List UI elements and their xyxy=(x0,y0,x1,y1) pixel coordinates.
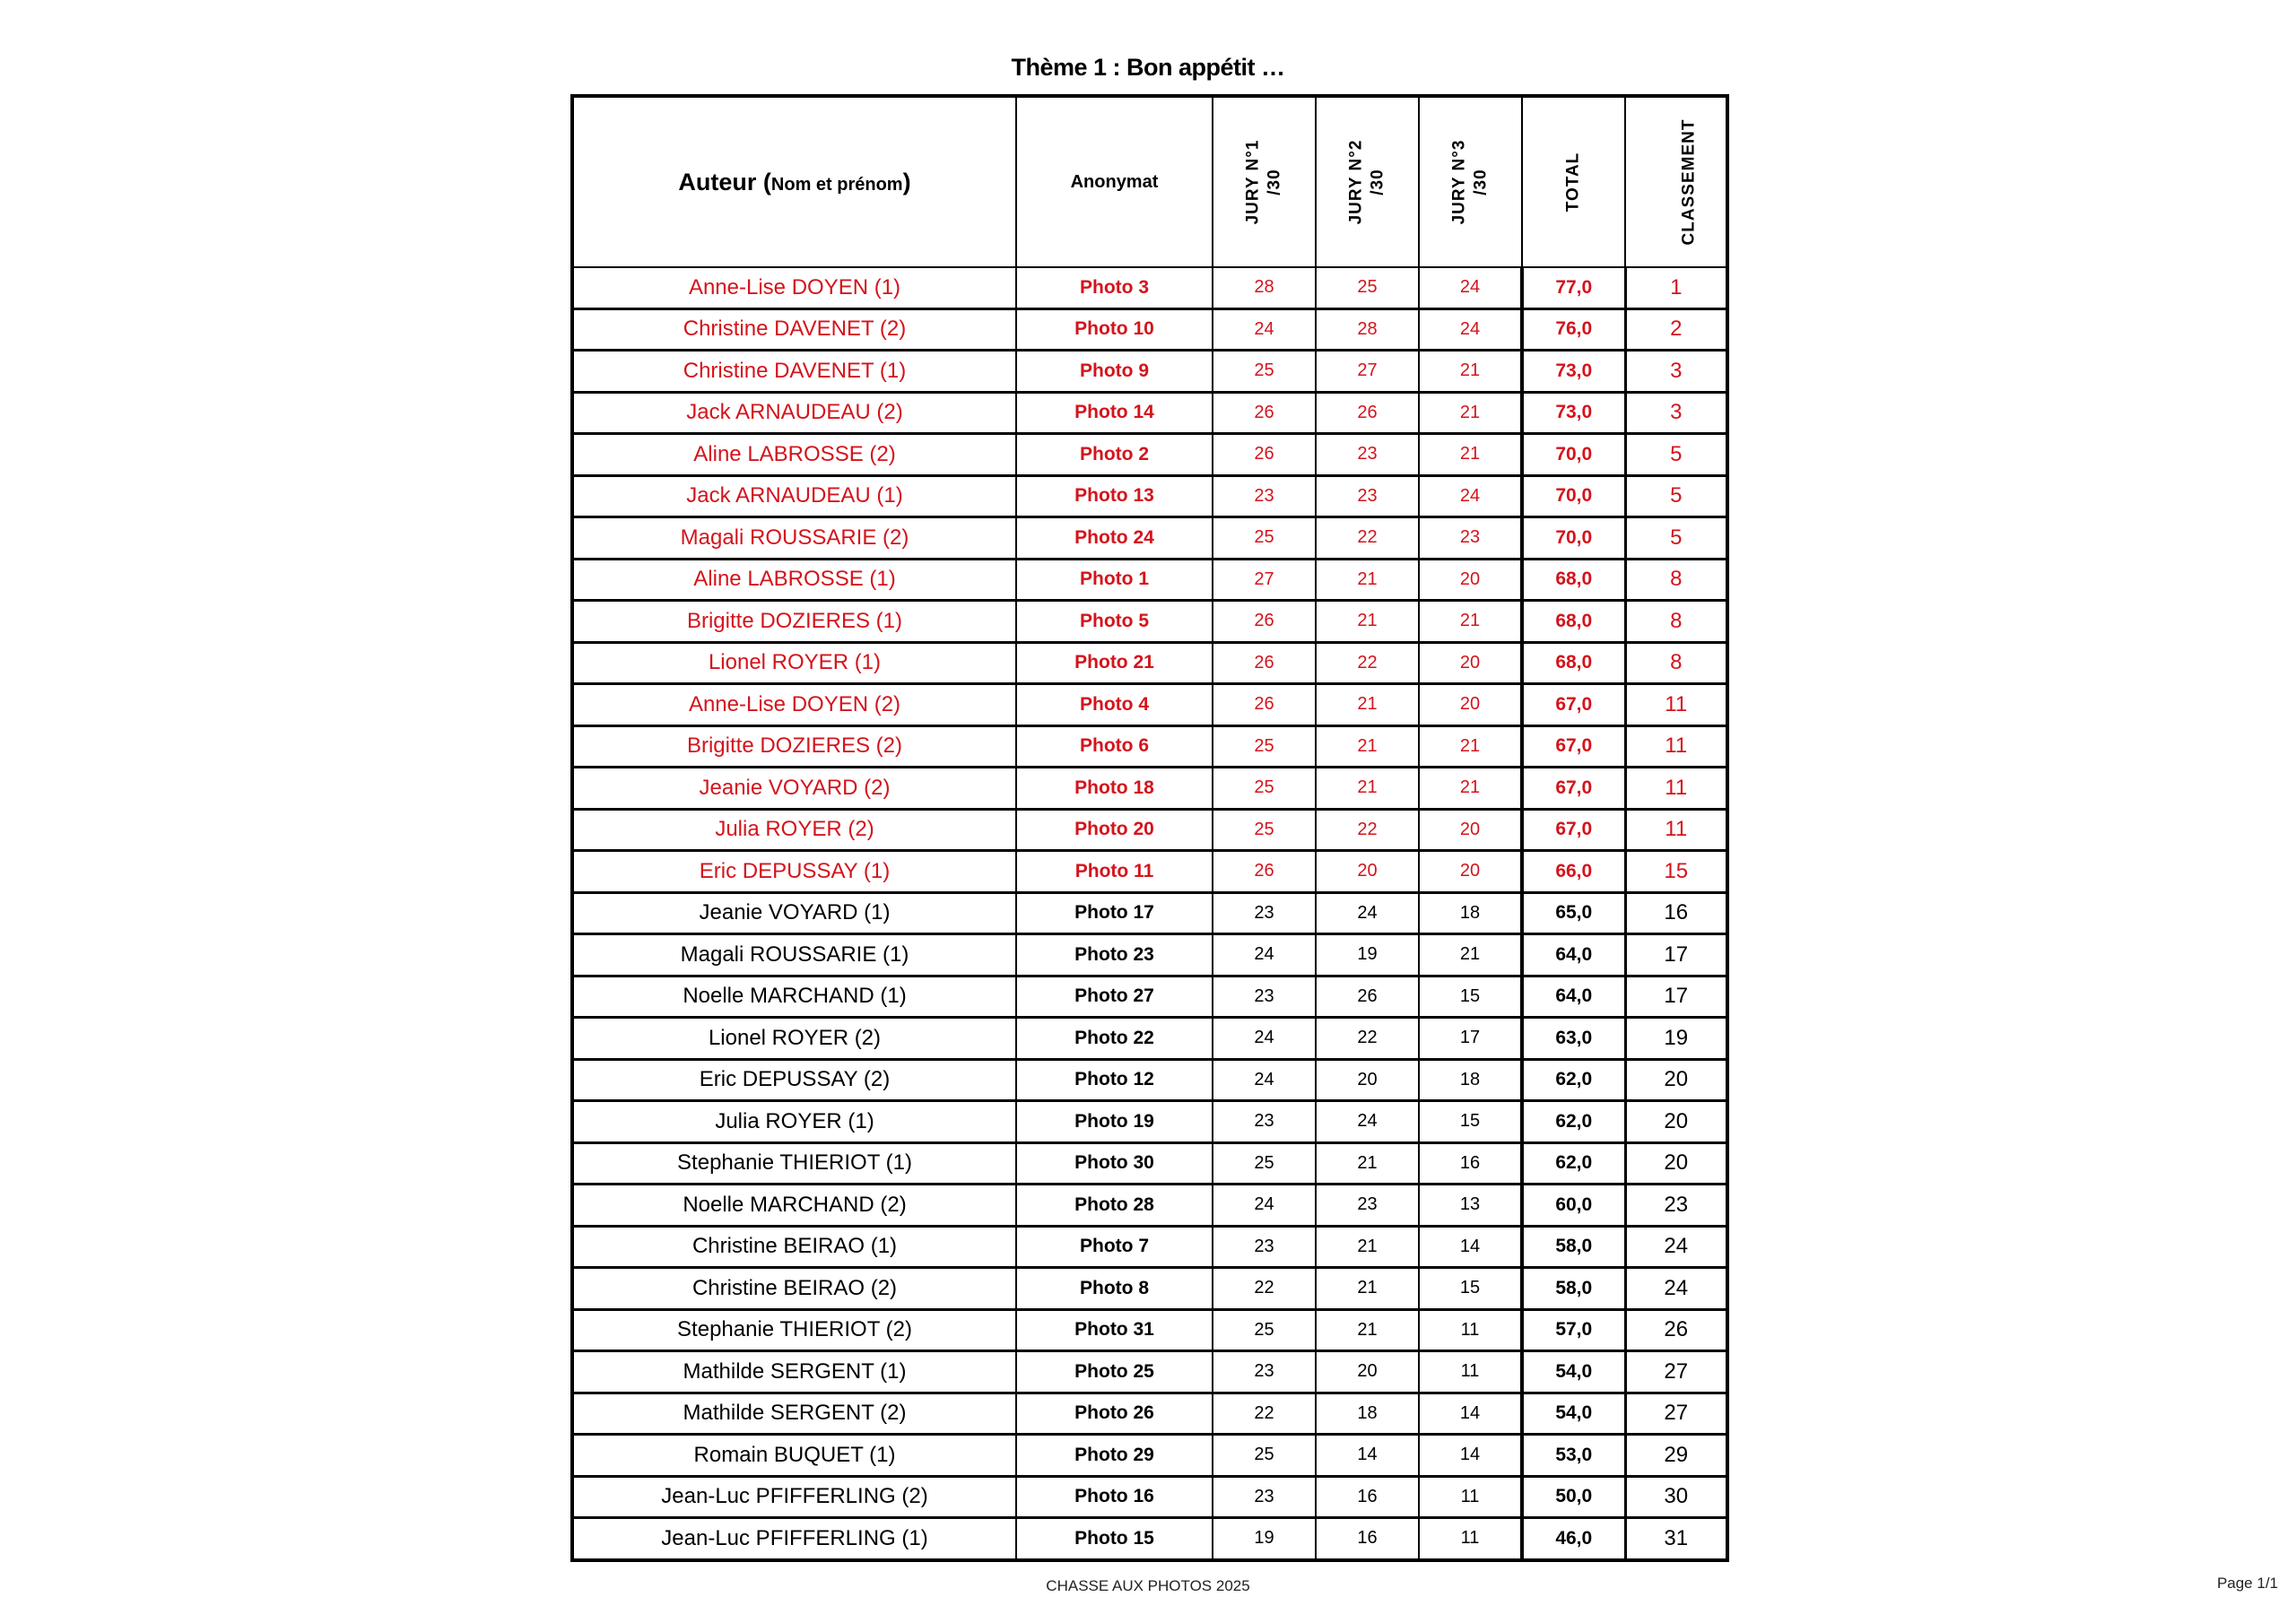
cell-jury3: 11 xyxy=(1419,1351,1522,1393)
cell-anonymat: Photo 1 xyxy=(1016,559,1213,601)
cell-anonymat: Photo 19 xyxy=(1016,1101,1213,1143)
cell-jury2: 14 xyxy=(1316,1435,1419,1477)
cell-auteur: Julia ROYER (2) xyxy=(572,809,1016,851)
cell-anonymat: Photo 8 xyxy=(1016,1268,1213,1310)
cell-jury3: 21 xyxy=(1419,434,1522,476)
cell-jury2: 28 xyxy=(1316,308,1419,351)
cell-anonymat: Photo 3 xyxy=(1016,267,1213,308)
cell-total: 70,0 xyxy=(1522,434,1625,476)
cell-jury1: 24 xyxy=(1213,308,1316,351)
cell-classement: 3 xyxy=(1625,392,1727,434)
cell-jury2: 21 xyxy=(1316,768,1419,810)
cell-total: 54,0 xyxy=(1522,1351,1625,1393)
cell-jury3: 21 xyxy=(1419,725,1522,768)
header-jury1-label: JURY N°1 xyxy=(1243,139,1263,225)
cell-jury1: 25 xyxy=(1213,809,1316,851)
header-classement xyxy=(1625,96,1727,267)
table-row xyxy=(572,308,1727,351)
cell-jury2: 22 xyxy=(1316,642,1419,684)
cell-jury3: 17 xyxy=(1419,1018,1522,1060)
table-row xyxy=(572,434,1727,476)
cell-auteur: Jack ARNAUDEAU (1) xyxy=(572,475,1016,517)
table-row xyxy=(572,1268,1727,1310)
cell-jury3: 24 xyxy=(1419,267,1522,308)
cell-auteur: Christine DAVENET (2) xyxy=(572,308,1016,351)
cell-jury3: 21 xyxy=(1419,934,1522,976)
cell-jury2: 21 xyxy=(1316,1268,1419,1310)
cell-classement: 31 xyxy=(1625,1518,1727,1560)
cell-jury3: 18 xyxy=(1419,1059,1522,1101)
cell-jury3: 20 xyxy=(1419,559,1522,601)
cell-auteur: Romain BUQUET (1) xyxy=(572,1435,1016,1477)
cell-jury1: 24 xyxy=(1213,934,1316,976)
cell-jury3: 24 xyxy=(1419,308,1522,351)
cell-total: 64,0 xyxy=(1522,934,1625,976)
cell-jury3: 15 xyxy=(1419,976,1522,1018)
cell-auteur: Christine BEIRAO (2) xyxy=(572,1268,1016,1310)
table-row xyxy=(572,1185,1727,1227)
cell-anonymat: Photo 17 xyxy=(1016,892,1213,934)
cell-jury1: 26 xyxy=(1213,851,1316,893)
cell-anonymat: Photo 11 xyxy=(1016,851,1213,893)
cell-jury2: 23 xyxy=(1316,1185,1419,1227)
cell-jury3: 16 xyxy=(1419,1142,1522,1185)
cell-jury3: 14 xyxy=(1419,1226,1522,1268)
cell-jury2: 19 xyxy=(1316,934,1419,976)
cell-total: 68,0 xyxy=(1522,559,1625,601)
cell-jury1: 23 xyxy=(1213,1351,1316,1393)
cell-jury1: 22 xyxy=(1213,1393,1316,1435)
cell-anonymat: Photo 9 xyxy=(1016,351,1213,393)
cell-jury3: 20 xyxy=(1419,851,1522,893)
cell-classement: 5 xyxy=(1625,517,1727,560)
cell-anonymat: Photo 28 xyxy=(1016,1185,1213,1227)
cell-total: 68,0 xyxy=(1522,642,1625,684)
header-auteur-sub: Nom et prénom xyxy=(770,174,903,195)
cell-classement: 8 xyxy=(1625,559,1727,601)
cell-classement: 20 xyxy=(1625,1142,1727,1185)
cell-auteur: Jack ARNAUDEAU (2) xyxy=(572,392,1016,434)
cell-total: 58,0 xyxy=(1522,1268,1625,1310)
cell-jury3: 13 xyxy=(1419,1185,1522,1227)
cell-anonymat: Photo 20 xyxy=(1016,809,1213,851)
cell-jury2: 21 xyxy=(1316,684,1419,726)
cell-classement: 3 xyxy=(1625,351,1727,393)
cell-jury2: 21 xyxy=(1316,1309,1419,1351)
table-row xyxy=(572,642,1727,684)
cell-auteur: Lionel ROYER (2) xyxy=(572,1018,1016,1060)
page-number: Page 1/1 xyxy=(2216,1575,2278,1592)
cell-anonymat: Photo 16 xyxy=(1016,1476,1213,1518)
cell-jury3: 23 xyxy=(1419,517,1522,560)
table-row xyxy=(572,934,1727,976)
cell-jury2: 22 xyxy=(1316,809,1419,851)
cell-jury3: 21 xyxy=(1419,768,1522,810)
table-row xyxy=(572,1101,1727,1143)
header-jury2-max: /30 xyxy=(1368,169,1387,195)
table-row xyxy=(572,725,1727,768)
cell-classement: 5 xyxy=(1625,434,1727,476)
cell-classement: 27 xyxy=(1625,1351,1727,1393)
cell-jury3: 24 xyxy=(1419,475,1522,517)
cell-anonymat: Photo 13 xyxy=(1016,475,1213,517)
header-total xyxy=(1522,96,1625,267)
cell-jury2: 23 xyxy=(1316,434,1419,476)
results-table xyxy=(570,94,1729,1562)
cell-classement: 19 xyxy=(1625,1018,1727,1060)
cell-classement: 17 xyxy=(1625,976,1727,1018)
cell-classement: 24 xyxy=(1625,1226,1727,1268)
cell-jury2: 22 xyxy=(1316,517,1419,560)
table-row xyxy=(572,559,1727,601)
cell-jury2: 21 xyxy=(1316,1142,1419,1185)
table-row xyxy=(572,1059,1727,1101)
cell-auteur: Brigitte DOZIERES (2) xyxy=(572,725,1016,768)
cell-jury1: 28 xyxy=(1213,267,1316,308)
header-anonymat: Anonymat xyxy=(1016,96,1213,267)
cell-auteur: Jeanie VOYARD (2) xyxy=(572,768,1016,810)
cell-total: 73,0 xyxy=(1522,351,1625,393)
cell-jury1: 26 xyxy=(1213,434,1316,476)
cell-jury1: 23 xyxy=(1213,1226,1316,1268)
cell-total: 62,0 xyxy=(1522,1059,1625,1101)
cell-auteur: Noelle MARCHAND (1) xyxy=(572,976,1016,1018)
cell-jury3: 11 xyxy=(1419,1309,1522,1351)
cell-classement: 29 xyxy=(1625,1435,1727,1477)
table-row xyxy=(572,892,1727,934)
cell-auteur: Anne-Lise DOYEN (1) xyxy=(572,267,1016,308)
header-jury3-max: /30 xyxy=(1471,169,1491,195)
cell-total: 67,0 xyxy=(1522,725,1625,768)
cell-jury1: 25 xyxy=(1213,1309,1316,1351)
cell-jury2: 22 xyxy=(1316,1018,1419,1060)
header-jury2 xyxy=(1316,96,1419,267)
cell-auteur: Aline LABROSSE (1) xyxy=(572,559,1016,601)
cell-jury3: 14 xyxy=(1419,1393,1522,1435)
cell-jury2: 24 xyxy=(1316,1101,1419,1143)
cell-classement: 1 xyxy=(1625,267,1727,308)
cell-jury1: 26 xyxy=(1213,601,1316,643)
cell-jury1: 25 xyxy=(1213,351,1316,393)
header-jury3-label: JURY N°3 xyxy=(1449,139,1469,225)
cell-jury1: 24 xyxy=(1213,1018,1316,1060)
table-row xyxy=(572,809,1727,851)
cell-classement: 24 xyxy=(1625,1268,1727,1310)
cell-auteur: Lionel ROYER (1) xyxy=(572,642,1016,684)
cell-total: 63,0 xyxy=(1522,1018,1625,1060)
cell-jury3: 11 xyxy=(1419,1518,1522,1560)
cell-anonymat: Photo 12 xyxy=(1016,1059,1213,1101)
cell-jury1: 25 xyxy=(1213,725,1316,768)
header-jury1 xyxy=(1213,96,1316,267)
cell-jury1: 26 xyxy=(1213,642,1316,684)
cell-anonymat: Photo 24 xyxy=(1016,517,1213,560)
header-jury3 xyxy=(1419,96,1522,267)
page-title: Thème 1 : Bon appétit … xyxy=(1011,54,1285,81)
cell-jury3: 18 xyxy=(1419,892,1522,934)
cell-auteur: Jean-Luc PFIFFERLING (1) xyxy=(572,1518,1016,1560)
cell-jury3: 20 xyxy=(1419,684,1522,726)
table-row xyxy=(572,851,1727,893)
table-row xyxy=(572,1018,1727,1060)
header-jury2-label: JURY N°2 xyxy=(1346,139,1366,225)
header-auteur xyxy=(572,96,1016,267)
cell-jury1: 22 xyxy=(1213,1268,1316,1310)
table-row xyxy=(572,1142,1727,1185)
cell-jury1: 25 xyxy=(1213,517,1316,560)
cell-jury1: 24 xyxy=(1213,1185,1316,1227)
header-auteur-close: ) xyxy=(902,168,911,195)
cell-total: 76,0 xyxy=(1522,308,1625,351)
table-row xyxy=(572,1476,1727,1518)
cell-jury1: 23 xyxy=(1213,475,1316,517)
cell-anonymat: Photo 10 xyxy=(1016,308,1213,351)
cell-total: 67,0 xyxy=(1522,809,1625,851)
cell-jury1: 26 xyxy=(1213,392,1316,434)
cell-anonymat: Photo 2 xyxy=(1016,434,1213,476)
cell-total: 54,0 xyxy=(1522,1393,1625,1435)
cell-total: 64,0 xyxy=(1522,976,1625,1018)
cell-jury2: 23 xyxy=(1316,475,1419,517)
cell-jury1: 25 xyxy=(1213,1435,1316,1477)
cell-jury2: 20 xyxy=(1316,1351,1419,1393)
cell-anonymat: Photo 23 xyxy=(1016,934,1213,976)
table-row xyxy=(572,1226,1727,1268)
cell-jury1: 26 xyxy=(1213,684,1316,726)
table-row xyxy=(572,1518,1727,1560)
cell-auteur: Christine DAVENET (1) xyxy=(572,351,1016,393)
cell-jury3: 20 xyxy=(1419,809,1522,851)
cell-anonymat: Photo 26 xyxy=(1016,1393,1213,1435)
cell-classement: 11 xyxy=(1625,809,1727,851)
cell-jury3: 20 xyxy=(1419,642,1522,684)
cell-jury1: 24 xyxy=(1213,1059,1316,1101)
cell-total: 62,0 xyxy=(1522,1101,1625,1143)
cell-jury3: 15 xyxy=(1419,1101,1522,1143)
cell-total: 46,0 xyxy=(1522,1518,1625,1560)
cell-classement: 11 xyxy=(1625,768,1727,810)
cell-jury2: 18 xyxy=(1316,1393,1419,1435)
cell-jury2: 16 xyxy=(1316,1476,1419,1518)
cell-total: 70,0 xyxy=(1522,475,1625,517)
cell-anonymat: Photo 7 xyxy=(1016,1226,1213,1268)
cell-auteur: Julia ROYER (1) xyxy=(572,1101,1016,1143)
cell-auteur: Anne-Lise DOYEN (2) xyxy=(572,684,1016,726)
cell-auteur: Eric DEPUSSAY (1) xyxy=(572,851,1016,893)
cell-anonymat: Photo 25 xyxy=(1016,1351,1213,1393)
cell-auteur: Stephanie THIERIOT (1) xyxy=(572,1142,1016,1185)
table-row xyxy=(572,1393,1727,1435)
table-row xyxy=(572,1435,1727,1477)
cell-jury3: 11 xyxy=(1419,1476,1522,1518)
cell-classement: 2 xyxy=(1625,308,1727,351)
cell-anonymat: Photo 22 xyxy=(1016,1018,1213,1060)
cell-classement: 30 xyxy=(1625,1476,1727,1518)
cell-classement: 8 xyxy=(1625,601,1727,643)
cell-anonymat: Photo 29 xyxy=(1016,1435,1213,1477)
cell-jury1: 23 xyxy=(1213,1101,1316,1143)
cell-jury2: 20 xyxy=(1316,851,1419,893)
cell-jury2: 26 xyxy=(1316,392,1419,434)
cell-classement: 11 xyxy=(1625,684,1727,726)
cell-auteur: Eric DEPUSSAY (2) xyxy=(572,1059,1016,1101)
cell-total: 68,0 xyxy=(1522,601,1625,643)
cell-auteur: Magali ROUSSARIE (1) xyxy=(572,934,1016,976)
table-row xyxy=(572,976,1727,1018)
cell-anonymat: Photo 21 xyxy=(1016,642,1213,684)
cell-auteur: Jeanie VOYARD (1) xyxy=(572,892,1016,934)
cell-anonymat: Photo 31 xyxy=(1016,1309,1213,1351)
header-auteur-label: Auteur ( xyxy=(678,168,771,195)
cell-total: 50,0 xyxy=(1522,1476,1625,1518)
table-row xyxy=(572,267,1727,308)
cell-anonymat: Photo 30 xyxy=(1016,1142,1213,1185)
cell-jury2: 27 xyxy=(1316,351,1419,393)
cell-classement: 11 xyxy=(1625,725,1727,768)
cell-auteur: Jean-Luc PFIFFERLING (2) xyxy=(572,1476,1016,1518)
table-row xyxy=(572,475,1727,517)
footer-label: CHASSE AUX PHOTOS 2025 xyxy=(1046,1577,1250,1594)
cell-auteur: Christine BEIRAO (1) xyxy=(572,1226,1016,1268)
cell-jury2: 21 xyxy=(1316,725,1419,768)
cell-jury3: 15 xyxy=(1419,1268,1522,1310)
cell-classement: 8 xyxy=(1625,642,1727,684)
cell-anonymat: Photo 14 xyxy=(1016,392,1213,434)
cell-anonymat: Photo 6 xyxy=(1016,725,1213,768)
cell-anonymat: Photo 4 xyxy=(1016,684,1213,726)
cell-jury3: 21 xyxy=(1419,601,1522,643)
table-row xyxy=(572,601,1727,643)
table-body xyxy=(572,267,1727,1560)
cell-jury2: 26 xyxy=(1316,976,1419,1018)
cell-jury3: 14 xyxy=(1419,1435,1522,1477)
cell-auteur: Brigitte DOZIERES (1) xyxy=(572,601,1016,643)
cell-jury2: 21 xyxy=(1316,601,1419,643)
cell-total: 62,0 xyxy=(1522,1142,1625,1185)
cell-anonymat: Photo 15 xyxy=(1016,1518,1213,1560)
cell-jury1: 25 xyxy=(1213,768,1316,810)
cell-classement: 15 xyxy=(1625,851,1727,893)
table-row xyxy=(572,392,1727,434)
cell-total: 67,0 xyxy=(1522,684,1625,726)
header-row xyxy=(572,96,1727,267)
header-jury1-max: /30 xyxy=(1265,169,1284,195)
cell-jury1: 19 xyxy=(1213,1518,1316,1560)
cell-total: 65,0 xyxy=(1522,892,1625,934)
cell-classement: 17 xyxy=(1625,934,1727,976)
cell-auteur: Mathilde SERGENT (1) xyxy=(572,1351,1016,1393)
table-row xyxy=(572,684,1727,726)
cell-classement: 5 xyxy=(1625,475,1727,517)
table-row xyxy=(572,1309,1727,1351)
cell-jury2: 16 xyxy=(1316,1518,1419,1560)
cell-total: 58,0 xyxy=(1522,1226,1625,1268)
table-row xyxy=(572,351,1727,393)
cell-total: 67,0 xyxy=(1522,768,1625,810)
cell-jury2: 21 xyxy=(1316,1226,1419,1268)
cell-total: 57,0 xyxy=(1522,1309,1625,1351)
cell-total: 77,0 xyxy=(1522,267,1625,308)
cell-jury2: 24 xyxy=(1316,892,1419,934)
cell-anonymat: Photo 27 xyxy=(1016,976,1213,1018)
cell-jury2: 25 xyxy=(1316,267,1419,308)
cell-total: 53,0 xyxy=(1522,1435,1625,1477)
cell-jury2: 21 xyxy=(1316,559,1419,601)
header-classement-label: CLASSEMENT xyxy=(1679,118,1699,246)
cell-jury1: 23 xyxy=(1213,892,1316,934)
cell-total: 60,0 xyxy=(1522,1185,1625,1227)
cell-anonymat: Photo 5 xyxy=(1016,601,1213,643)
cell-jury1: 25 xyxy=(1213,1142,1316,1185)
cell-classement: 27 xyxy=(1625,1393,1727,1435)
cell-jury1: 23 xyxy=(1213,976,1316,1018)
cell-anonymat: Photo 18 xyxy=(1016,768,1213,810)
cell-jury3: 21 xyxy=(1419,392,1522,434)
cell-total: 70,0 xyxy=(1522,517,1625,560)
cell-auteur: Stephanie THIERIOT (2) xyxy=(572,1309,1016,1351)
cell-auteur: Mathilde SERGENT (2) xyxy=(572,1393,1016,1435)
cell-classement: 23 xyxy=(1625,1185,1727,1227)
table-row xyxy=(572,517,1727,560)
cell-auteur: Magali ROUSSARIE (2) xyxy=(572,517,1016,560)
cell-classement: 16 xyxy=(1625,892,1727,934)
cell-auteur: Aline LABROSSE (2) xyxy=(572,434,1016,476)
header-total-label: TOTAL xyxy=(1563,152,1583,213)
cell-total: 73,0 xyxy=(1522,392,1625,434)
table-row xyxy=(572,1351,1727,1393)
cell-classement: 20 xyxy=(1625,1059,1727,1101)
cell-auteur: Noelle MARCHAND (2) xyxy=(572,1185,1016,1227)
cell-jury2: 20 xyxy=(1316,1059,1419,1101)
cell-jury1: 23 xyxy=(1213,1476,1316,1518)
cell-jury1: 27 xyxy=(1213,559,1316,601)
cell-classement: 20 xyxy=(1625,1101,1727,1143)
cell-classement: 26 xyxy=(1625,1309,1727,1351)
cell-jury3: 21 xyxy=(1419,351,1522,393)
cell-total: 66,0 xyxy=(1522,851,1625,893)
table-row xyxy=(572,768,1727,810)
